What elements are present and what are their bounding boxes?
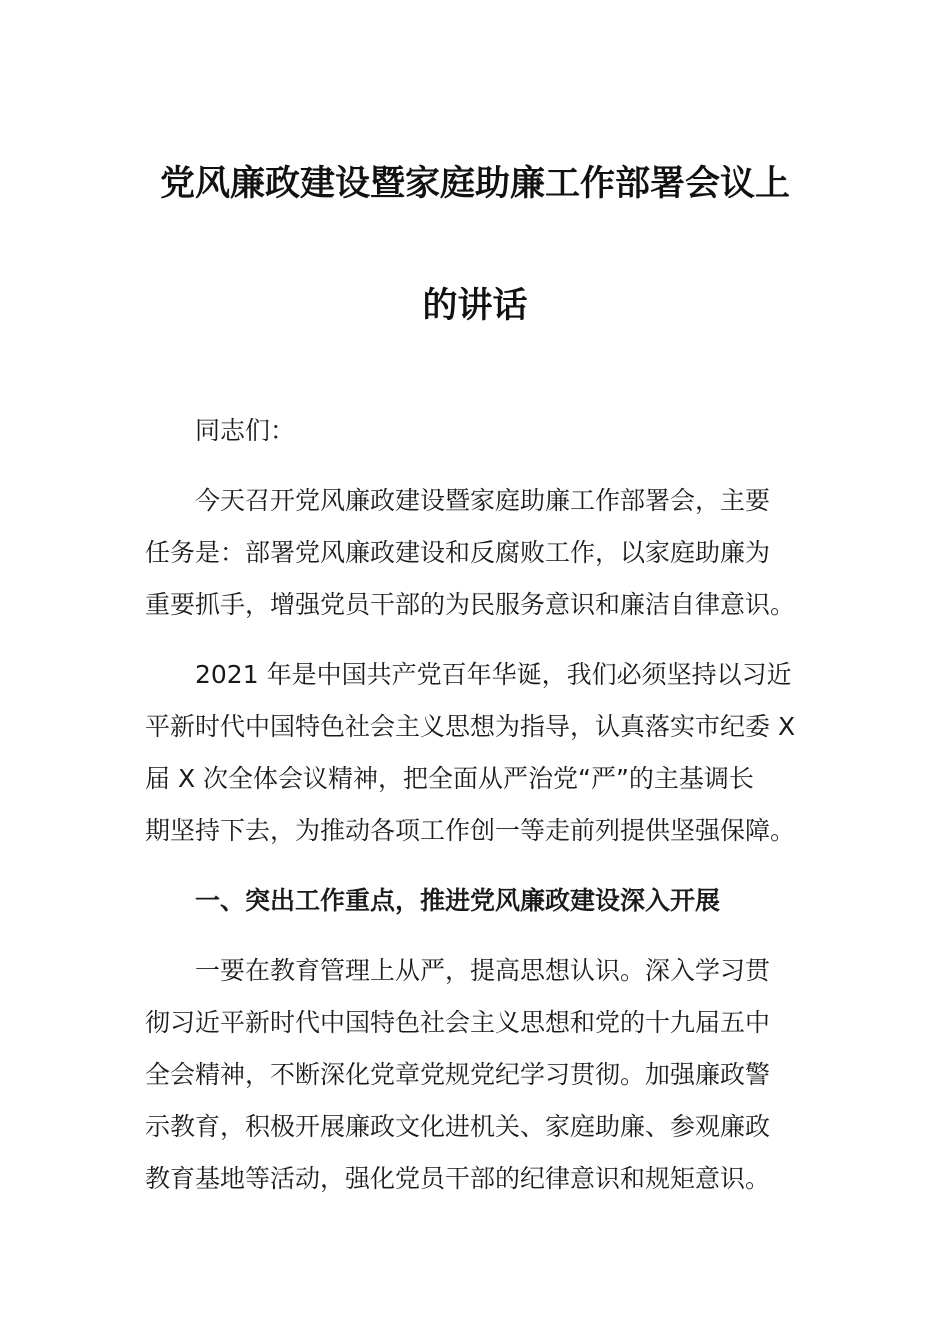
- paragraph-line: 2021 年是中国共产党百年华诞，我们必须坚持以习近: [195, 660, 792, 689]
- document-body: [145, 405, 815, 1205]
- paragraph-line: 示教育，积极开展廉政文化进机关、家庭助廉、参观廉政: [145, 1112, 771, 1141]
- section-heading: 一、突出工作重点，推进党风廉政建设深入开展: [195, 886, 721, 915]
- paragraph-line: 届 X 次全体会议精神，把全面从严治党“严”的主基调长: [145, 764, 754, 793]
- document-title-line-2: 的讲话: [422, 285, 528, 326]
- paragraph-line: 彻习近平新时代中国特色社会主义思想和党的十九届五中: [145, 1008, 771, 1037]
- paragraph-line: 任务是：部署党风廉政建设和反腐败工作，以家庭助廉为: [145, 538, 771, 567]
- paragraph-line: 今天召开党风廉政建设暨家庭助廉工作部署会，主要: [195, 486, 771, 515]
- paragraph-line: 重要抓手，增强党员干部的为民服务意识和廉洁自律意识。: [145, 590, 796, 619]
- paragraph-line: 一要在教育管理上从严，提高思想认识。深入学习贯: [195, 956, 771, 985]
- paragraph-line: 平新时代中国特色社会主义思想为指导，认真落实市纪委 X: [145, 712, 796, 741]
- paragraph-line: 教育基地等活动，强化党员干部的纪律意识和规矩意识。: [145, 1164, 771, 1193]
- salutation: 同志们：: [195, 416, 296, 445]
- paragraph-2: [145, 649, 815, 857]
- paragraph-line: 期坚持下去，为推动各项工作创一等走前列提供坚强保障。: [145, 816, 796, 845]
- paragraph-line: 全会精神，不断深化党章党规党纪学习贯彻。加强廉政警: [145, 1060, 771, 1089]
- section-paragraph: [145, 945, 815, 1205]
- paragraph-1: [145, 475, 815, 631]
- document-title-line-1: 党风廉政建设暨家庭助廉工作部署会议上: [159, 163, 790, 204]
